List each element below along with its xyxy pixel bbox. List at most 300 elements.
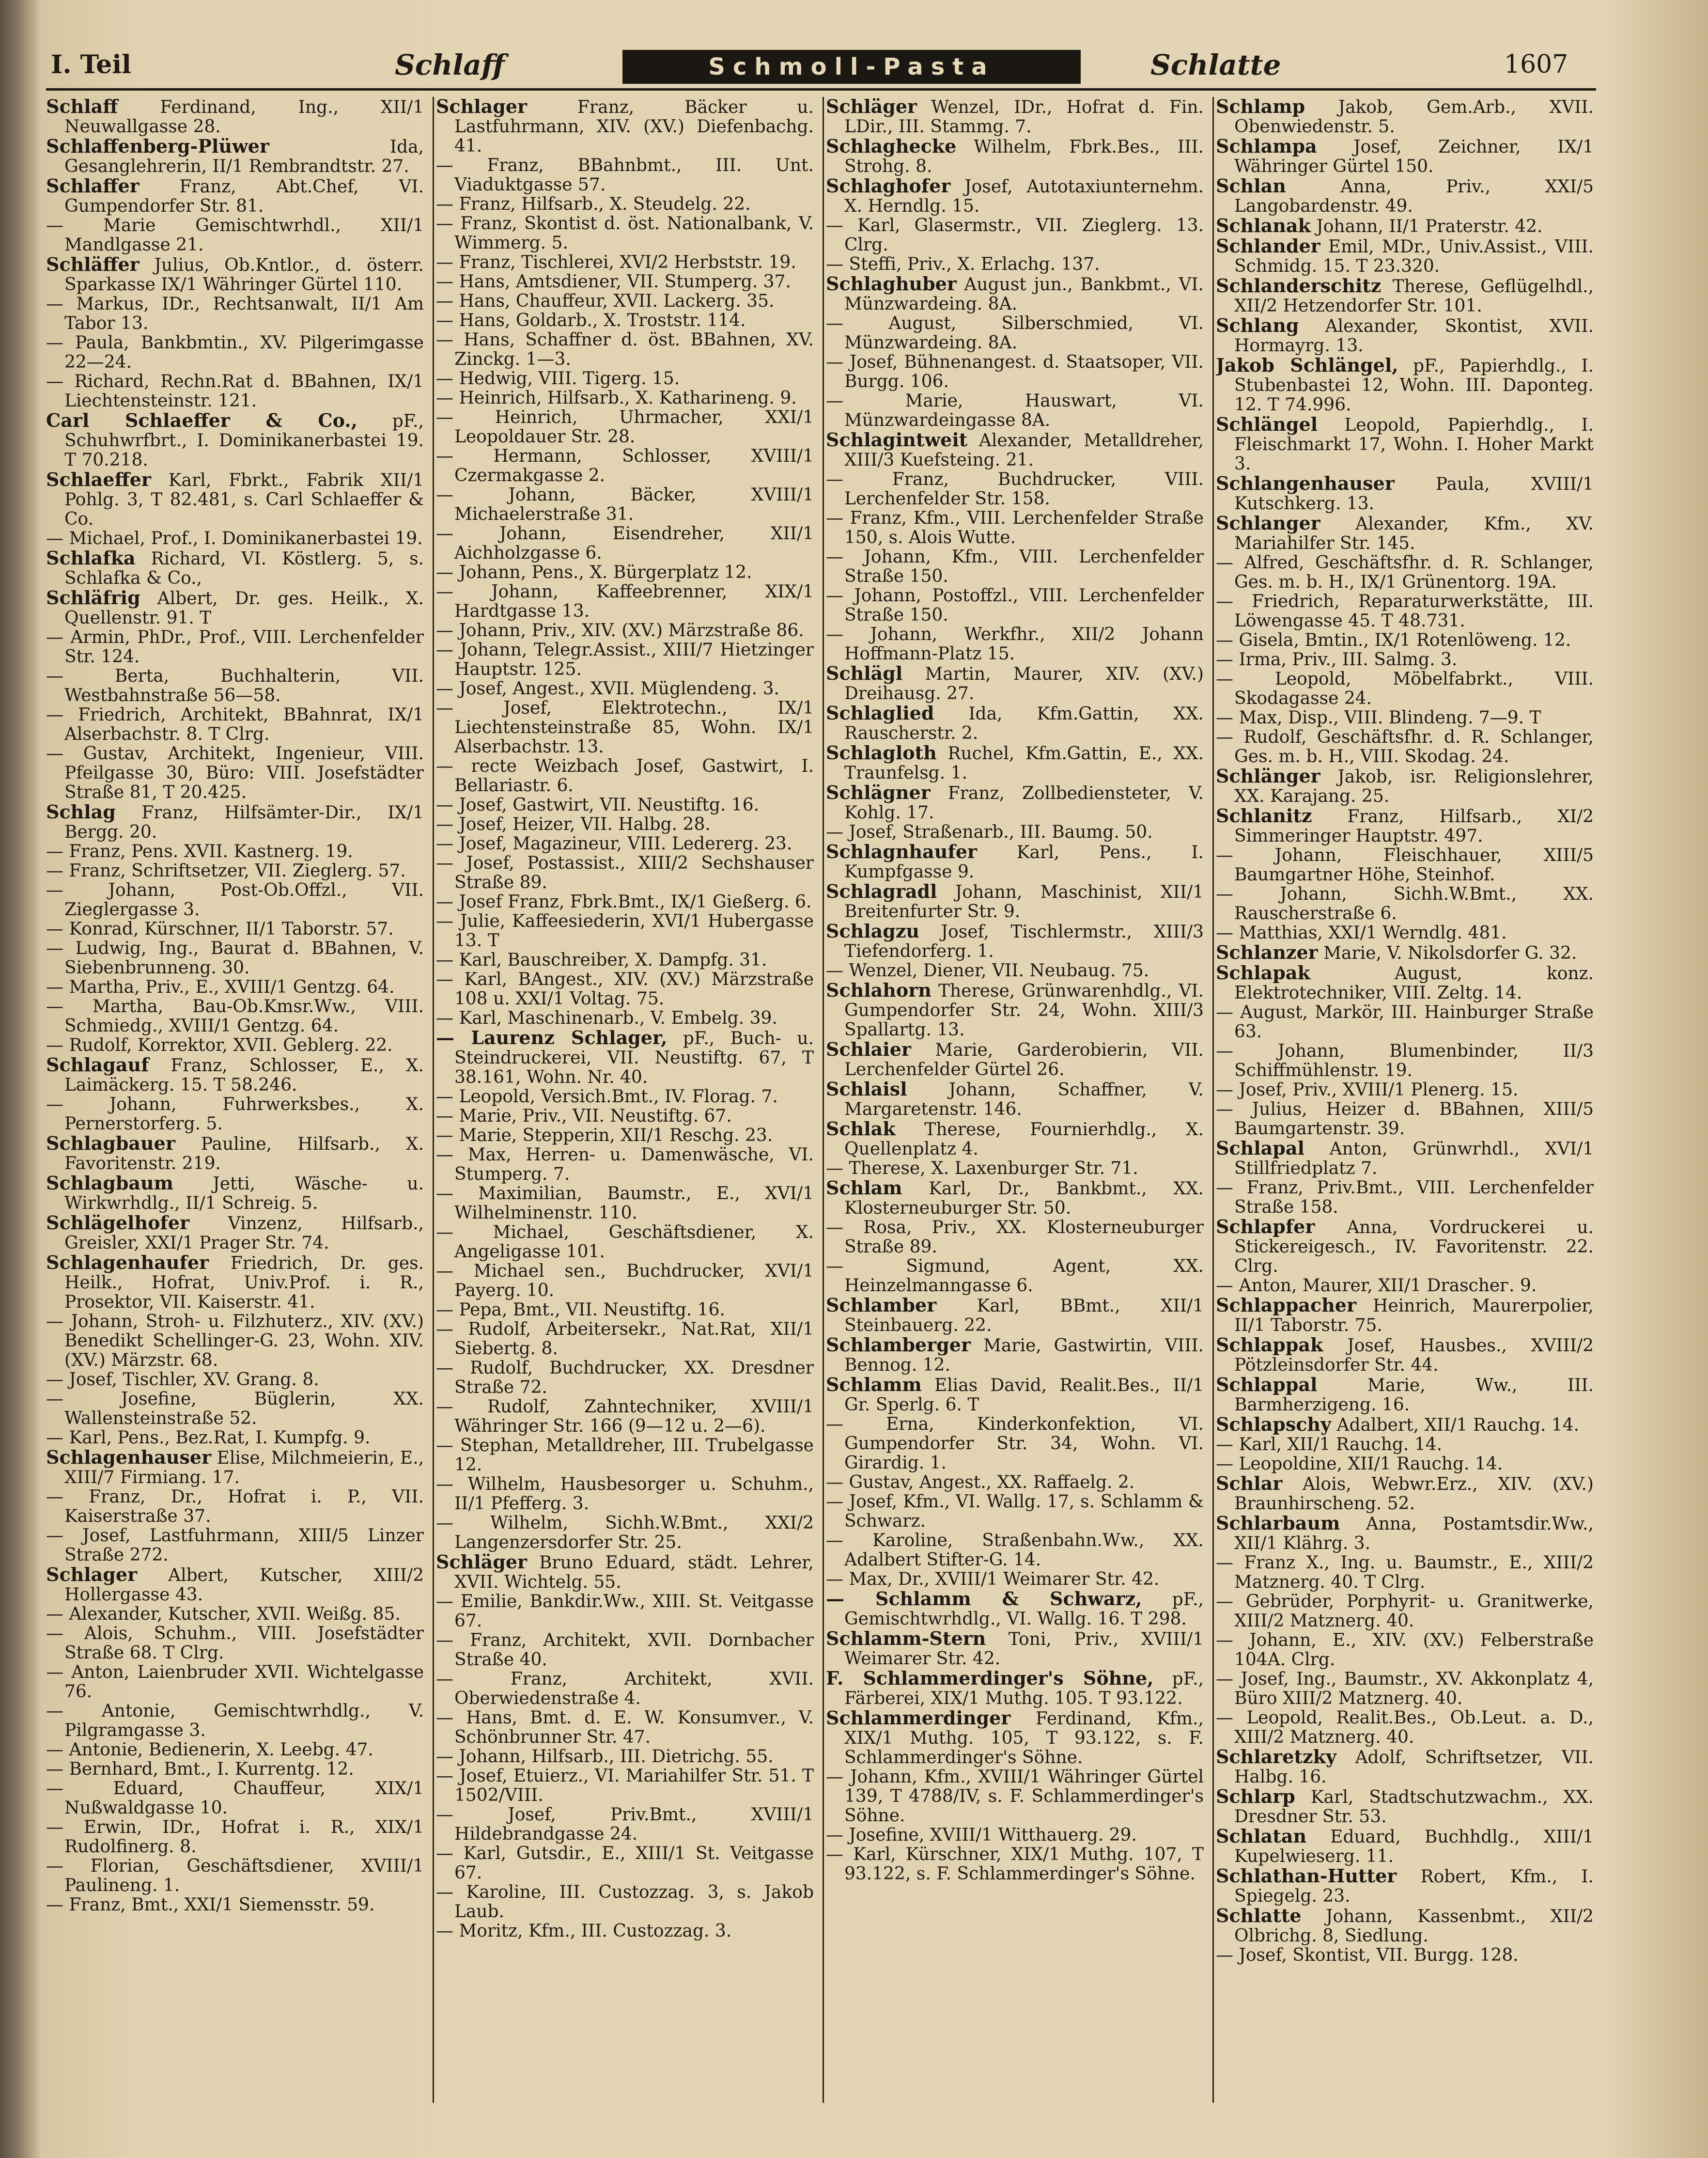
directory-entry (1216, 276, 1594, 316)
directory-entry (436, 1223, 814, 1262)
directory-entry (46, 628, 424, 667)
entry-name: Schläger (436, 1551, 528, 1573)
directory-entry (46, 802, 424, 842)
entry-text: Bruno Eduard, städt. Lehrer, XVII. Wichtelg. 55. (454, 1553, 814, 1592)
entry-text: — August, Markör, III. Hainburger Straße 63. (1216, 1002, 1594, 1042)
entry-text: — Stephan, Metalldreher, III. Trubelgasse 12. (436, 1436, 814, 1475)
directory-entry (1216, 1670, 1594, 1708)
entry-text: — Johann, Post-Ob.Offzl., VII. Zieglergasse 3. (46, 880, 424, 920)
directory-entry (436, 1844, 814, 1883)
entry-text: — Josefine, XVIII/1 Witthauerg. 29. (826, 1825, 1137, 1845)
entry-name: Carl Schlaeffer & Co., (46, 409, 357, 431)
entry-text: Johann, Schaffner, V. Margaretenstr. 146. (844, 1080, 1204, 1119)
entry-name: Schlagloth (826, 742, 937, 764)
directory-entry (1216, 1375, 1594, 1415)
directory-entry (436, 389, 814, 408)
entry-name: Schlager (436, 97, 528, 117)
directory-entry (436, 1028, 814, 1087)
directory-entry (436, 97, 814, 156)
entry-text: — Hans, Schaffner d. öst. BBahnen, XV. Zinckg. 1—3. (436, 330, 814, 369)
entry-text: — Pepa, Bmt., VII. Neustiftg. 16. (436, 1300, 725, 1320)
directory-entry (436, 369, 814, 389)
directory-entry (46, 997, 424, 1036)
entry-name: Schlängel (1216, 413, 1318, 435)
directory-entry (436, 892, 814, 912)
entry-text: — Leopoldine, XII/1 Rauchg. 14. (1216, 1454, 1503, 1474)
entry-text: Anna, Vordruckerei u. Stickereigesch., IV. Favoritenstr. 22. Clrg. (1234, 1218, 1594, 1276)
directory-entry (46, 333, 424, 372)
directory-entry (436, 195, 814, 214)
page-header (46, 46, 1596, 85)
entry-text: — Rudolf, Korrektor, XVII. Geblerg. 22. (46, 1035, 393, 1055)
column-1 (46, 97, 424, 2112)
entry-name: — Schlamm & Schwarz, (826, 1588, 1142, 1610)
entry-text: — Karl, Glasermstr., VII. Zieglerg. 13. Clrg. (826, 216, 1204, 255)
directory-entry (46, 411, 424, 470)
entry-name: Schlaffer (46, 175, 140, 197)
entry-text: — Johann, Kfm., XVIII/1 Währinger Gürtel 139, T 4788/IV, s. F. Schlammerdinger's Söhne. (826, 1767, 1204, 1826)
entry-name: Schlagnhaufer (826, 841, 977, 862)
entry-name: Schlak (826, 1118, 896, 1140)
directory-entry (1216, 650, 1594, 670)
entry-text: — Josef, Tischler, XV. Grang. 8. (46, 1370, 319, 1390)
entry-text: — Johann, Priv., XIV. (XV.) Märzstraße 86. (436, 621, 804, 641)
entry-text: — Karl, XII/1 Rauchg. 14. (1216, 1435, 1443, 1454)
directory-entry (1216, 592, 1594, 631)
entry-text: — Rosa, Priv., XX. Klosterneuburger Straße 89. (826, 1218, 1204, 1257)
column-3 (826, 97, 1204, 2112)
directory-entry (46, 216, 424, 255)
entry-text: Martin, Maurer, XIV. (XV.) Dreihausg. 27. (844, 664, 1204, 704)
directory-entry (436, 641, 814, 679)
entry-text: — Hermann, Schlosser, XVIII/1 Czermakgasse 2. (436, 446, 814, 485)
directory-entry (1216, 806, 1594, 846)
directory-entry (826, 664, 1204, 704)
entry-name: Schlaretzky (1216, 1746, 1337, 1767)
entry-text: — Franz, Skontist d. öst. Nationalbank, V. Wimmerg. 5. (436, 214, 814, 253)
directory-entry (826, 1257, 1204, 1296)
directory-entry (1216, 846, 1594, 885)
entry-name: Schläfrig (46, 587, 140, 609)
entry-text: — Josef, Elektrotechn., IX/1 Liechtensteinstraße 85, Wohn. IX/1 Alserbachstr. 13. (436, 698, 814, 757)
entry-text: pF., Schuhwrfbrt., I. Dominikanerbastei 19. T 70.218. (64, 411, 424, 470)
entry-text: Josef, Hausbes., XVIII/2 Pötzleinsdorfer Str. 44. (1234, 1336, 1594, 1375)
entry-name: Schlapschy (1216, 1413, 1332, 1435)
entry-text: — Martha, Bau-Ob.Kmsr.Ww., VIII. Schmiedg., XVIII/1 Gentzg. 64. (46, 997, 424, 1036)
directory-entry (1216, 1787, 1594, 1827)
directory-entry (1216, 1708, 1594, 1747)
entry-text: — Josef, Etuierz., VI. Mariahilfer Str. 51. T 1502/VIII. (436, 1766, 814, 1805)
entry-name: Schlanitz (1216, 805, 1312, 827)
entry-text: — Hans, Chauffeur, XVII. Lackerg. 35. (436, 291, 775, 311)
entry-text: — Hans, Bmt. d. E. W. Konsumver., V. Schönbrunner Str. 47. (436, 1708, 814, 1747)
entry-text: Therese, Fournierhdlg., X. Quellenplatz 4. (844, 1120, 1204, 1159)
entry-text: — Johann, Bäcker, XVIII/1 Michaelerstraße 31. (436, 485, 814, 524)
entry-name: Schlanak (1216, 215, 1311, 236)
directory-entry (46, 1605, 424, 1624)
directory-entry (46, 1312, 424, 1370)
entry-text: — Gebrüder, Porphyrit- u. Granitwerke, XIII/2 Matznerg. 40. (1216, 1592, 1594, 1631)
directory-entry (1216, 1296, 1594, 1335)
entry-name: Schlappal (1216, 1374, 1318, 1395)
entry-text: — Josefine, Büglerin, XX. Wallensteinstraße 52. (46, 1389, 424, 1428)
entry-name: Schlaier (826, 1038, 911, 1060)
entry-name: Schlahorn (826, 979, 932, 1001)
entry-text: Leopold, Papierhdlg., I. Fleischmarkt 17, Wohn. I. Hoher Markt 3. (1234, 415, 1594, 474)
header-rule (46, 88, 1596, 91)
entry-name: Schlaghofer (826, 175, 951, 197)
directory-entry (46, 1055, 424, 1095)
entry-text: Josef, Zeichner, IX/1 Währinger Gürtel 150. (1234, 137, 1594, 176)
directory-entry (1216, 1866, 1594, 1906)
directory-entry (1216, 1827, 1594, 1866)
directory-entry (46, 1370, 424, 1390)
entry-text: Josef, Tischlermstr., XIII/3 Tiefendorferg. 1. (844, 922, 1204, 961)
directory-entry (1216, 1080, 1594, 1100)
directory-entry (826, 1040, 1204, 1079)
entry-text: — Friedrich, Reparaturwerkstätte, III. Löwengasse 45. T 48.731. (1216, 592, 1594, 631)
directory-entry (436, 1592, 814, 1631)
directory-entry (436, 1300, 814, 1320)
directory-entry (46, 1253, 424, 1312)
entry-text: — Karl, Gutsdir., E., XIII/1 St. Veitgasse 67. (436, 1844, 814, 1883)
entry-text: — Moritz, Kfm., III. Custozzag. 3. (436, 1921, 732, 1941)
directory-entry (436, 1087, 814, 1107)
directory-entry (46, 920, 424, 939)
entry-text: Anna, Postamtsdir.Ww., XII/1 Klährg. 3. (1234, 1514, 1594, 1553)
directory-entry (1216, 1592, 1594, 1631)
entry-name: Schlagauf (46, 1054, 149, 1076)
directory-entry (1216, 1217, 1594, 1276)
directory-entry (826, 1159, 1204, 1178)
directory-entry (1216, 670, 1594, 708)
directory-entry (826, 216, 1204, 255)
entry-text: — Marie Gemischtwrhdl., XII/1 Mandlgasse 21. (46, 216, 424, 255)
directory-entry (826, 1845, 1204, 1884)
entry-name: Schlagbauer (46, 1132, 175, 1154)
directory-entry (436, 1126, 814, 1145)
entry-text: August jun., Bankbmt., VI. Münzwardeing. 8A. (844, 275, 1204, 314)
directory-entry (826, 1335, 1204, 1375)
entry-text: — Johann, Fleischhauer, XIII/5 Baumgartner Höhe, Steinhof. (1216, 845, 1594, 885)
entry-text: — Franz, Buchdrucker, VIII. Lerchenfelder Str. 158. (826, 469, 1204, 509)
entry-text: — Gisela, Bmtin., IX/1 Rotenlöweng. 12. (1216, 630, 1571, 650)
directory-entry (826, 1531, 1204, 1570)
entry-text: Alexander, Kfm., XV. Mariahilfer Str. 145. (1234, 514, 1594, 553)
entry-text: — Johann, Kaffeebrenner, XIX/1 Hardtgasse 13. (436, 582, 814, 621)
entry-text: Elise, Milchmeierin, E., XIII/7 Firmiang. 17. (64, 1448, 424, 1487)
entry-name: Schlänger (1216, 765, 1320, 787)
entry-name: Schlappak (1216, 1334, 1323, 1356)
directory-entry (46, 1663, 424, 1702)
directory-entry (436, 563, 814, 582)
entry-text: — Franz, Priv.Bmt., VIII. Lerchenfelder Straße 158. (1216, 1178, 1594, 1217)
directory-entry (436, 1397, 814, 1436)
column-4 (1216, 97, 1594, 2112)
directory-entry (436, 1708, 814, 1747)
entry-text: Alexander, Skontist, XVII. Hormayrg. 13. (1234, 316, 1594, 356)
directory-entry (436, 1747, 814, 1767)
entry-text: Pauline, Hilfsarb., X. Favoritenstr. 219. (64, 1134, 424, 1173)
entry-text: — Wenzel, Diener, VII. Neubaug. 75. (826, 961, 1149, 981)
entry-name: Schlaghecke (826, 135, 957, 157)
entry-name: Schlammerdinger (826, 1707, 1011, 1729)
entry-text: Franz, Hilfsarb., XI/2 Simmeringer Hauptstr. 497. (1234, 807, 1594, 846)
entry-text: Therese, Geflügelhdl., XII/2 Hetzendorfer Str. 101. (1234, 277, 1594, 316)
directory-entry (436, 1184, 814, 1223)
directory-entry (46, 1740, 424, 1760)
directory-entry (1216, 97, 1594, 137)
entry-text: — Antonie, Bedienerin, X. Leebg. 47. (46, 1740, 373, 1760)
entry-text: — Konrad, Kürschner, II/1 Taborstr. 57. (46, 919, 394, 939)
directory-entry (46, 1134, 424, 1173)
entry-name: Schlägl (826, 662, 903, 684)
directory-entry (436, 1805, 814, 1844)
directory-entry (826, 1492, 1204, 1531)
directory-entry (1216, 216, 1594, 236)
entry-text: — Franz, Dr., Hofrat i. P., VII. Kaiserstraße 37. (46, 1487, 424, 1526)
entry-text: — Johann, Blumenbinder, II/3 Schiffmühlenstr. 19. (1216, 1041, 1594, 1080)
directory-entry (46, 1526, 424, 1565)
directory-entry (1216, 1631, 1594, 1670)
column-2 (436, 97, 814, 2112)
entry-text: — recte Weizbach Josef, Gastwirt, I. Bellariastr. 6. (436, 756, 814, 796)
directory-entry (1216, 923, 1594, 943)
entry-name: Schläffer (46, 253, 140, 275)
directory-entry (46, 1895, 424, 1915)
directory-entry (46, 1428, 424, 1448)
entry-name: Schlamber (826, 1294, 937, 1316)
entry-text: — Rudolf, Zahntechniker, XVIII/1 Währinger Str. 166 (9—12 u. 2—6). (436, 1397, 814, 1436)
entry-name: Schlager (46, 1564, 138, 1585)
entry-text: Jetti, Wäsche- u. Wirkwrhdlg., II/1 Schreig. 5. (64, 1174, 424, 1213)
directory-entry (826, 1218, 1204, 1257)
directory-entry (436, 1514, 814, 1552)
entry-text: — Josef, Magazineur, VIII. Ledererg. 23. (436, 834, 792, 854)
entry-text: Therese, Grünwarenhdlg., VI. Gumpendorfer Str. 24, Wohn. XIII/3 Spallartg. 13. (844, 981, 1204, 1040)
entry-text: — August, Silberschmied, VI. Münzwardeing. 8A. (826, 313, 1204, 353)
entry-text: — Karoline, Straßenbahn.Ww., XX. Adalbert Stifter-G. 14. (826, 1531, 1204, 1570)
entry-name: Schlaffenberg-Plüwer (46, 135, 269, 157)
directory-entry (436, 214, 814, 253)
entry-text: Jakob, isr. Religionslehrer, XX. Karajang. 25. (1234, 767, 1594, 806)
directory-entry (826, 391, 1204, 430)
directory-entry (436, 272, 814, 292)
directory-entry (436, 582, 814, 621)
directory-entry (1216, 1514, 1594, 1553)
entry-text: — Julie, Kaffeesiederin, XVI/1 Hubergasse 13. T (436, 911, 814, 951)
entry-name: Schlapal (1216, 1137, 1304, 1159)
entry-text: Robert, Kfm., I. Spiegelg. 23. (1234, 1867, 1594, 1906)
directory-entry (46, 1565, 424, 1605)
directory-entry (436, 1922, 814, 1941)
directory-entry (436, 699, 814, 757)
entry-name: Schlarp (1216, 1785, 1295, 1807)
entry-text: — Franz, Hilfsarb., X. Steudelg. 22. (436, 194, 751, 214)
directory-columns (46, 97, 1601, 2112)
directory-entry (826, 743, 1204, 783)
directory-entry (436, 156, 814, 195)
entry-text: — Marie, Stepperin, XII/1 Reschg. 23. (436, 1126, 773, 1145)
entry-name: Schlapak (1216, 962, 1310, 984)
entry-text: Emil, MDr., Univ.Assist., VIII. Schmidg. 15. T 23.320. (1234, 237, 1594, 276)
directory-entry (46, 1173, 424, 1213)
directory-entry (1216, 728, 1594, 766)
entry-text: — Franz, BBahnbmt., III. Unt. Viaduktgasse 57. (436, 156, 814, 195)
directory-entry (436, 330, 814, 369)
entry-text: — Karl, Bauschreiber, X. Dampfg. 31. (436, 950, 767, 970)
directory-entry (436, 815, 814, 834)
entry-text: — Johann, Postoffzl., VIII. Lerchenfelder Straße 150. (826, 586, 1204, 625)
entry-text: — Matthias, XXI/1 Werndlg. 481. (1216, 923, 1507, 943)
entry-text: Johann, II/1 Praterstr. 42. (1316, 217, 1543, 236)
directory-entry (436, 912, 814, 951)
entry-text: Johann, Kassenbmt., XII/2 Olbrichg. 8, Siedlung. (1234, 1907, 1594, 1946)
directory-entry (1216, 1042, 1594, 1080)
entry-text: — Bernhard, Bmt., I. Kurrentg. 12. (46, 1759, 354, 1779)
entry-text: — Friedrich, Architekt, BBahnrat, IX/1 Alserbachstr. 8. T Clrg. (46, 705, 424, 744)
directory-entry (1216, 176, 1594, 216)
entry-name: Schlappacher (1216, 1294, 1356, 1316)
directory-entry (826, 176, 1204, 216)
directory-entry (826, 625, 1204, 664)
entry-text: — Josef, Kfm., VI. Wallg. 17, s. Schlamm & Schwarz. (826, 1492, 1204, 1531)
entry-text: — Rudolf, Buchdrucker, XX. Dresdner Straße 72. (436, 1358, 814, 1397)
entry-text: Karl, Dr., Bankbmt., XX. Klosterneuburger Str. 50. (844, 1179, 1204, 1218)
entry-text: — Martha, Priv., E., XVIII/1 Gentzg. 64. (46, 977, 395, 997)
entry-text: — Franz, Schriftsetzer, VII. Zieglerg. 57. (46, 861, 406, 881)
entry-text: — Johann, Pens., X. Bürgerplatz 12. (436, 563, 752, 582)
entry-text: Marie, V. Nikolsdorfer G. 32. (1323, 943, 1577, 963)
entry-name: Schlang (1216, 314, 1299, 336)
directory-entry (46, 470, 424, 529)
entry-text: Karl, Pens., I. Kumpfgasse 9. (844, 843, 1204, 882)
entry-text: — Josef, Postassist., XIII/2 Sechshauser Straße 89. (436, 853, 814, 892)
entry-text: — Josef Franz, Fbrk.Bmt., IX/1 Gießerg. 6. (436, 892, 812, 912)
entry-text: Johann, Maschinist, XII/1 Breitenfurter Str. 9. (844, 882, 1204, 922)
directory-entry (436, 485, 814, 524)
entry-name: Schlagintweit (826, 429, 968, 451)
entry-text: Alexander, Metalldreher, XIII/3 Kuefsteing. 21. (844, 431, 1204, 470)
directory-entry (1216, 708, 1594, 728)
directory-entry (826, 1826, 1204, 1845)
entry-text: — Josef, Gastwirt, VII. Neustiftg. 16. (436, 795, 760, 815)
directory-entry (436, 1145, 814, 1184)
directory-entry (826, 1589, 1204, 1629)
directory-entry (46, 1624, 424, 1663)
entry-text: — Hedwig, VIII. Tigerg. 15. (436, 369, 680, 389)
directory-entry (826, 1473, 1204, 1492)
entry-name: Schlamberger (826, 1334, 971, 1356)
entry-text: Albert, Dr. ges. Heilk., X. Quellenstr. 91. T (64, 589, 424, 628)
directory-entry (826, 1767, 1204, 1826)
entry-text: — Franz, Architekt, XVII. Dornbacher Straße 40. (436, 1630, 814, 1670)
directory-entry (1216, 943, 1594, 963)
directory-entry (436, 253, 814, 272)
entry-text: — Josef, Angest., XVII. Müglendeng. 3. (436, 679, 779, 699)
entry-text: — Karoline, III. Custozzag. 3, s. Jakob Laub. (436, 1882, 814, 1922)
directory-entry (1216, 1139, 1594, 1178)
directory-entry (436, 1475, 814, 1514)
entry-name: Schlagradl (826, 880, 937, 902)
entry-name: Schlatan (1216, 1825, 1307, 1847)
directory-entry (436, 854, 814, 892)
entry-text: — Steffi, Priv., X. Erlachg. 137. (826, 254, 1100, 274)
directory-entry (1216, 1747, 1594, 1787)
entry-name: Schlagzu (826, 920, 920, 942)
entry-text: — Gustav, Angest., XX. Raffaelg. 2. (826, 1472, 1135, 1492)
entry-text: — Josef, Bühnenangest. d. Staatsoper, VII. Burgg. 106. (826, 352, 1204, 391)
entry-text: — Erwin, IDr., Hofrat i. R., XIX/1 Rudolfinerg. 8. (46, 1817, 424, 1857)
entry-text: — Michael, Geschäftsdiener, X. Angeligasse 101. (436, 1222, 814, 1262)
entry-text: — Karl, Maschinenarb., V. Embelg. 39. (436, 1008, 777, 1028)
entry-text: Toni, Priv., XVIII/1 Weimarer Str. 42. (844, 1629, 1204, 1669)
entry-text: — Karl, Pens., Bez.Rat, I. Kumpfg. 9. (46, 1428, 371, 1448)
entry-text: — Leopold, Realit.Bes., Ob.Leut. a. D., XIII/2 Matznerg. 40. (1216, 1708, 1594, 1747)
directory-entry (436, 1009, 814, 1028)
directory-entry (436, 1107, 814, 1126)
directory-entry (826, 509, 1204, 547)
directory-entry (1216, 356, 1594, 415)
entry-text: Wilhelm, Fbrk.Bes., III. Strohg. 8. (844, 137, 1204, 176)
entry-text: August, konz. Elektrotechniker, VIII. Zeltg. 14. (1234, 964, 1594, 1003)
entry-text: — Rudolf, Geschäftsfhr. d. R. Schlanger, Ges. m. b. H., VIII. Skodag. 24. (1216, 727, 1594, 766)
entry-text: — Eduard, Chauffeur, XIX/1 Nußwaldgasse 10. (46, 1779, 424, 1818)
entry-text: — Sigmund, Agent, XX. Heinzelmanngasse 6. (826, 1256, 1204, 1296)
directory-entry (1216, 1178, 1594, 1217)
entry-text: pF., Färberei, XIX/1 Muthg. 105. T 93.122. (844, 1669, 1204, 1708)
entry-text: — Johann, Eisendreher, XII/1 Aichholzgasse 6. (436, 524, 814, 563)
entry-name: Schlangenhauser (1216, 472, 1395, 494)
entry-text: Ida, Gesanglehrerin, II/1 Rembrandtstr. 27. (64, 137, 424, 176)
directory-entry (436, 1883, 814, 1922)
entry-text: Albert, Kutscher, XIII/2 Hollergasse 43. (64, 1565, 424, 1605)
entry-name: Schlaisl (826, 1078, 907, 1100)
entry-text: Franz, Zollbediensteter, V. Kohlg. 17. (844, 783, 1204, 823)
entry-text: — Irma, Priv., III. Salmg. 3. (1216, 650, 1458, 670)
directory-entry (826, 1178, 1204, 1218)
entry-text: — Rudolf, Arbeitersekr., Nat.Rat, XII/1 Siebertg. 8. (436, 1319, 814, 1359)
entry-name: Schlaeffer (46, 469, 151, 490)
entry-text: Ruchel, Kfm.Gattin, E., XX. Traunfelsg. 1. (844, 744, 1204, 783)
directory-entry (436, 292, 814, 311)
entry-text: Heinrich, Maurerpolier, II/1 Taborstr. 75. (1234, 1296, 1594, 1335)
right-guide-word: Schlatte (1150, 48, 1281, 81)
entry-name: Schlanderschitz (1216, 275, 1382, 297)
directory-entry (826, 704, 1204, 743)
entry-text: Jakob, Gem.Arb., XVII. Obenwiedenstr. 5. (1234, 97, 1594, 137)
directory-entry (1216, 474, 1594, 514)
entry-name: Schlag (46, 801, 116, 823)
entry-text: Marie, Garderobierin, VII. Lerchenfelder Gürtel 26. (844, 1040, 1204, 1079)
entry-name: Schlam (826, 1177, 902, 1199)
entry-text: — Paula, Bankbmtin., XV. Pilgerimgasse 22—24. (46, 333, 424, 372)
directory-entry (1216, 1553, 1594, 1592)
page-number: 1607 (1504, 50, 1568, 79)
directory-entry (46, 1036, 424, 1055)
directory-entry (436, 1320, 814, 1359)
entry-text: — Heinrich, Hilfsarb., X. Katharineng. 9. (436, 388, 797, 408)
directory-entry (46, 1779, 424, 1818)
entry-text: — Maximilian, Baumstr., E., XVI/1 Wilhelminenstr. 110. (436, 1184, 814, 1223)
directory-entry (46, 529, 424, 548)
directory-entry (46, 1760, 424, 1779)
directory-entry (436, 1436, 814, 1475)
directory-entry (46, 861, 424, 881)
directory-entry (826, 961, 1204, 981)
directory-entry (436, 1262, 814, 1300)
entry-text: — Michael sen., Buchdrucker, XVI/1 Payerg. 10. (436, 1261, 814, 1300)
